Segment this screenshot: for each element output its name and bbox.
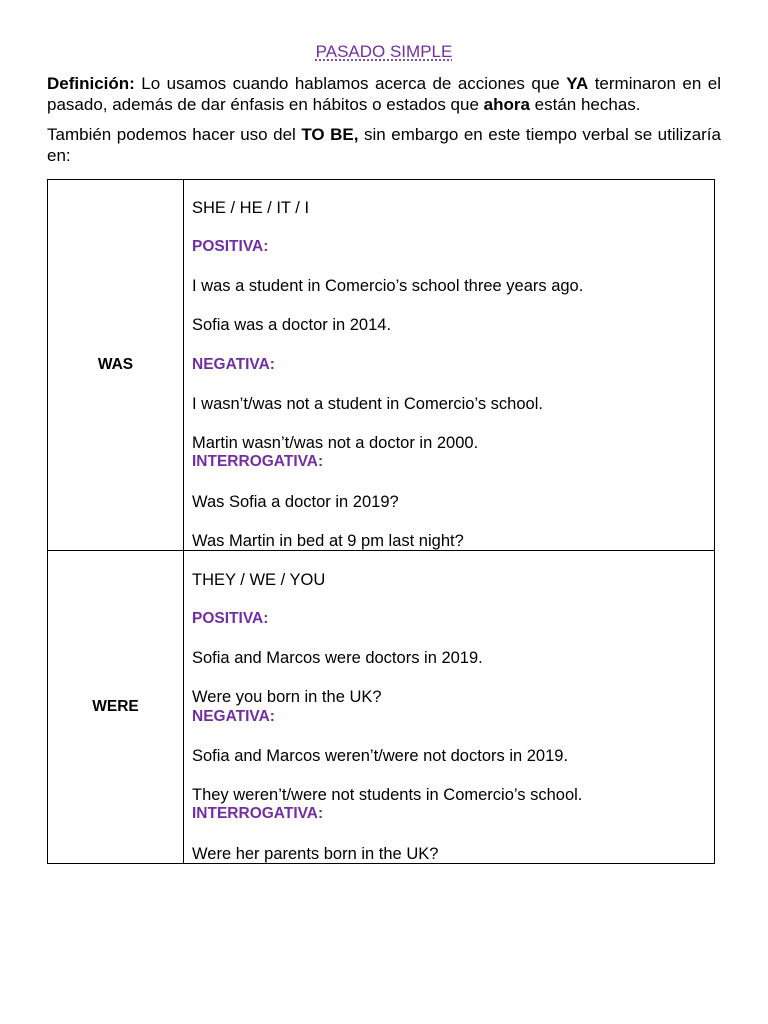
interrogative-example-was-2: Was Martin in bed at 9 pm last night? xyxy=(192,532,464,550)
subjects-was: SHE / HE / IT / I xyxy=(192,199,310,217)
definition-bold-ahora: ahora xyxy=(483,94,530,114)
interrogative-example-were-1: Were her parents born in the UK? xyxy=(192,845,439,863)
positive-example-was-1: I was a student in Comercio’s school three years ago. xyxy=(192,277,584,295)
subjects-were: THEY / WE / YOU xyxy=(192,571,326,589)
content-cell-was xyxy=(184,180,715,551)
interrogative-example-was-1: Was Sofia a doctor in 2019? xyxy=(192,493,399,511)
positive-example-were-2: Were you born in the UK? xyxy=(192,688,382,706)
verb-cell-was: WAS xyxy=(48,180,184,551)
definition-text-2: terminaron en el pasado, además de dar énfasis en hábitos o estados que xyxy=(47,74,721,114)
intro-bold-tobe: TO BE, xyxy=(301,125,359,144)
intro-paragraph xyxy=(47,125,721,166)
negative-example-was-1: I wasn’t/was not a student in Comercio’s school. xyxy=(192,395,543,413)
interrogative-label-were: INTERROGATIVA: xyxy=(192,805,324,822)
title-text: PASADO SIMPLE xyxy=(315,42,453,61)
negative-example-were-1: Sofia and Marcos weren’t/were not doctors in 2019. xyxy=(192,747,569,765)
positive-example-were-1: Sofia and Marcos were doctors in 2019. xyxy=(192,649,483,667)
definition-bold-ya: YA xyxy=(566,74,589,93)
positive-label-was: POSITIVA: xyxy=(192,238,269,255)
definition-paragraph xyxy=(47,74,721,115)
negative-label-was: NEGATIVA: xyxy=(192,356,275,373)
document-title xyxy=(47,42,721,64)
negative-label-were: NEGATIVA: xyxy=(192,708,275,725)
positive-label-were: POSITIVA: xyxy=(192,610,269,627)
to-be-table xyxy=(47,179,715,864)
negative-example-were-2: They weren’t/were not students in Comercio’s school. xyxy=(192,786,583,804)
intro-text-1: También podemos hacer uso del xyxy=(47,125,302,144)
definition-text-1: Lo usamos cuando hablamos acerca de acciones que xyxy=(134,74,567,93)
definition-text-3: están hechas. xyxy=(529,94,641,114)
table-row-was xyxy=(48,180,715,551)
definition-label: Definición: xyxy=(47,74,135,93)
verb-cell-were: WERE xyxy=(48,551,184,864)
document-page xyxy=(47,42,721,863)
table-row-were xyxy=(48,551,715,864)
negative-example-was-2: Martin wasn’t/was not a doctor in 2000. xyxy=(192,434,479,452)
content-cell-were xyxy=(184,551,715,864)
interrogative-label-was: INTERROGATIVA: xyxy=(192,453,324,470)
intro-text-2: sin embargo en este tiempo verbal se utilizaría en: xyxy=(47,125,721,165)
positive-example-was-2: Sofia was a doctor in 2014. xyxy=(192,316,392,334)
